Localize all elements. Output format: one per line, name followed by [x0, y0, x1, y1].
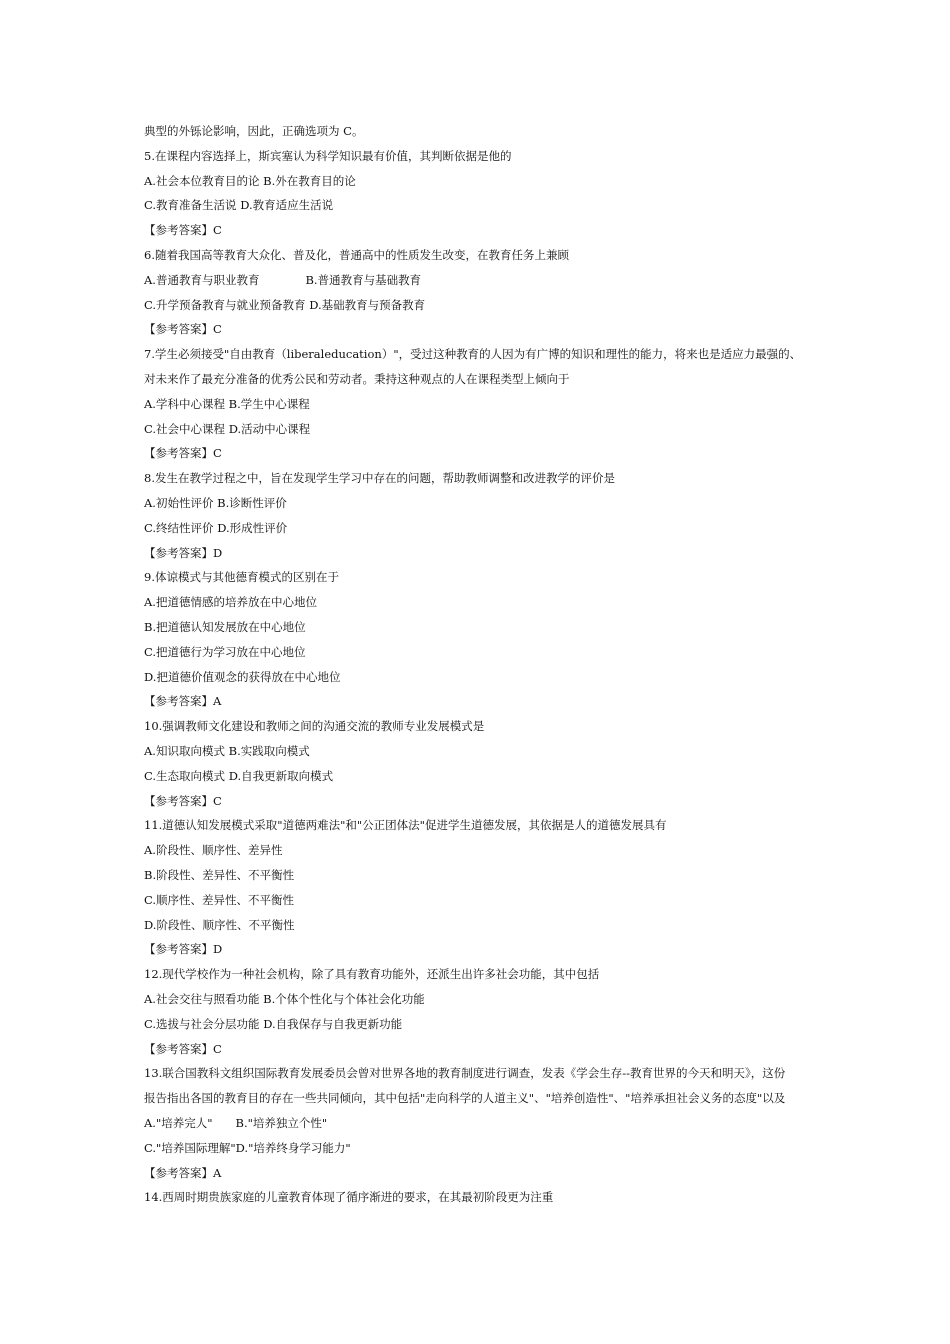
- question-14: 14.西周时期贵族家庭的儿童教育体现了循序渐进的要求，在其最初阶段更为注重: [144, 1190, 554, 1205]
- answer-line: 【参考答案】D: [144, 545, 223, 560]
- options-line: A.社会交往与照看功能 B.个体个性化与个体社会化功能: [144, 992, 425, 1006]
- answer-line: 【参考答案】C: [144, 322, 222, 337]
- options-line: C.选拔与社会分层功能 D.自我保存与自我更新功能: [144, 1016, 403, 1031]
- answer-line: 【参考答案】A: [144, 694, 222, 709]
- text-line: 典型的外铄论影响，因此，正确选项为 C。: [144, 124, 364, 138]
- question-7: 7.学生必须接受"自由教育（liberaleducation）"，受过这种教育的人因为有广博的知识和理性的能力，将来也是适应力最强的、: [144, 347, 802, 362]
- answer-line: 【参考答案】C: [144, 793, 222, 808]
- options-line: A.普通教育与职业教育 B.普通教育与基础教育: [144, 272, 422, 287]
- options-line: A."培养完人" B."培养独立个性": [144, 1116, 328, 1130]
- options-line: B.把道德认知发展放在中心地位: [144, 620, 306, 634]
- options-line: A.知识取向模式 B.实践取向模式: [144, 744, 310, 758]
- options-line: D.把道德价值观念的获得放在中心地位: [144, 669, 341, 684]
- options-line: C.顺序性、差异性、不平衡性: [144, 892, 295, 907]
- options-line: A.阶段性、顺序性、差异性: [144, 843, 283, 858]
- question-9: 9.体谅模式与其他德育模式的区别在于: [144, 570, 339, 585]
- options-line: C.升学预备教育与就业预备教育 D.基础教育与预备教育: [144, 297, 426, 312]
- answer-line: 【参考答案】C: [144, 446, 222, 461]
- options-line: C.把道德行为学习放在中心地位: [144, 644, 306, 659]
- options-line: C.社会中心课程 D.活动中心课程: [144, 421, 311, 436]
- answer-line: 【参考答案】C: [144, 1041, 222, 1056]
- question-12: 12.现代学校作为一种社会机构，除了具有教育功能外，还派生出许多社会功能，其中包括: [144, 967, 600, 982]
- answer-line: 【参考答案】A: [144, 1165, 222, 1180]
- question-10: 10.强调教师文化建设和教师之间的沟通交流的教师专业发展模式是: [144, 719, 485, 734]
- options-line: C.教育准备生活说 D.教育适应生活说: [144, 198, 334, 213]
- options-line: B.阶段性、差异性、不平衡性: [144, 868, 295, 882]
- answer-line: 【参考答案】D: [144, 942, 223, 957]
- answer-line: 【参考答案】C: [144, 223, 222, 238]
- options-line: A.社会本位教育目的论 B.外在教育目的论: [144, 173, 356, 188]
- options-line: A.初始性评价 B.诊断性评价: [144, 496, 287, 510]
- options-line: C.终结性评价 D.形成性评价: [144, 520, 288, 535]
- question-13: 13.联合国教科文组织国际教育发展委员会曾对世界各地的教育制度进行调查，发表《学会生存--教育世界的今天和明天》，这份: [144, 1066, 786, 1081]
- question-8: 8.发生在教学过程之中，旨在发现学生学习中存在的问题，帮助教师调整和改进教学的评价是: [144, 471, 615, 486]
- options-line: A.学科中心课程 B.学生中心课程: [144, 396, 310, 411]
- options-line: C."培养国际理解"D."培养终身学习能力": [144, 1140, 351, 1155]
- question-11: 11.道德认知发展模式采取"道德两难法"和"公正团体法"促进学生道德发展，其依据是人的道德发展具有: [144, 818, 667, 833]
- options-line: D.阶段性、顺序性、不平衡性: [144, 917, 295, 932]
- question-6: 6.随着我国高等教育大众化、普及化，普通高中的性质发生改变，在教育任务上兼顾: [144, 248, 569, 262]
- options-line: C.生态取向模式 D.自我更新取向模式: [144, 768, 334, 783]
- question-7-continued: 对未来作了最充分准备的优秀公民和劳动者。秉持这种观点的人在课程类型上倾向于: [144, 372, 570, 386]
- question-5: 5.在课程内容选择上，斯宾塞认为科学知识最有价值，其判断依据是他的: [144, 148, 512, 163]
- options-line: A.把道德情感的培养放在中心地位: [144, 595, 317, 610]
- question-13-continued: 报告指出各国的教育目的存在一些共同倾向，其中包括"走向科学的人道主义"、"培养创造性"、"培养承担社会义务的态度"以及: [144, 1091, 786, 1106]
